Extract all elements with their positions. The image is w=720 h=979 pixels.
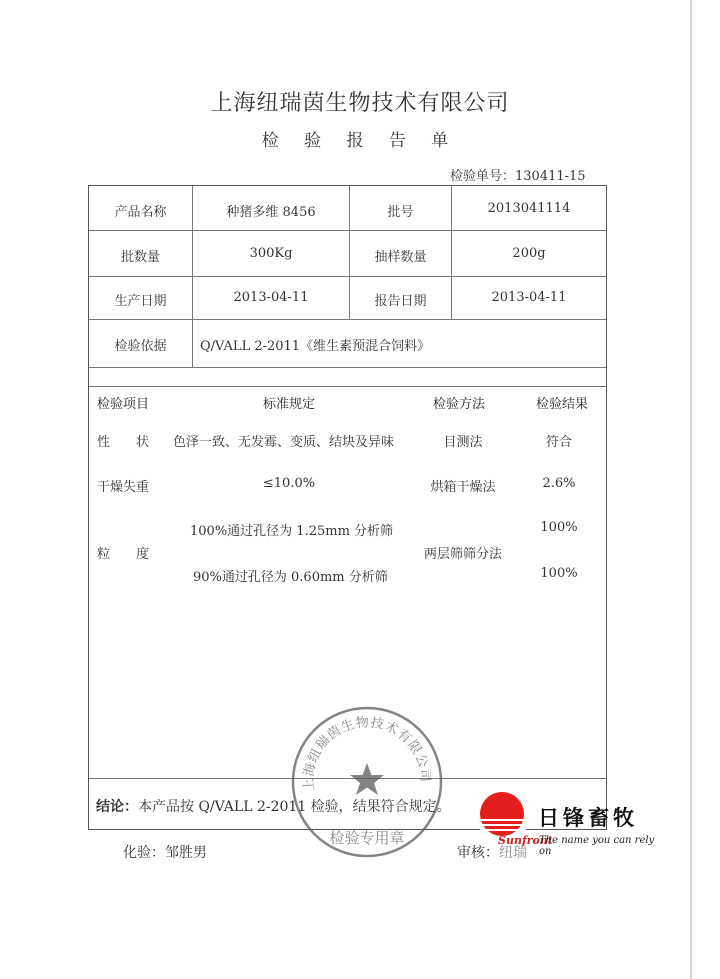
result-standard: 100%通过孔径为 1.25mm 分析筛: [190, 524, 394, 539]
batch-no-label: 批号: [387, 205, 414, 220]
report-number-value: 130411-15: [515, 169, 586, 184]
report-date-value: 2013-04-11: [491, 290, 567, 305]
seal-star-icon: [350, 763, 384, 795]
product-name-value: 种猪多维 8456: [226, 205, 316, 220]
result-method: 两层筛筛分法: [423, 547, 502, 562]
conclusion-label: 结论：: [96, 799, 138, 815]
batch-qty-value: 300Kg: [249, 246, 293, 261]
production-date-label: 生产日期: [114, 294, 167, 309]
logo-name: 日锋畜牧: [538, 806, 638, 830]
batch-no-value: 2013041114: [487, 201, 571, 216]
batch-qty-label: 批数量: [120, 250, 160, 265]
col-header-result: 检验结果: [535, 397, 588, 412]
row-divider: [89, 367, 606, 368]
report-number: [450, 165, 586, 184]
company-name: 上海纽瑞茵生物技术有限公司: [210, 91, 510, 116]
result-value: 100%: [540, 566, 578, 581]
reviewer-name: 纽瑞: [499, 845, 527, 861]
seal-center-text: 检验专用章: [329, 829, 405, 847]
col-header-standard: 标准规定: [262, 397, 315, 412]
row-divider: [89, 230, 606, 231]
result-item: 性 状: [97, 435, 150, 450]
result-standard: ≤10.0%: [262, 476, 316, 491]
result-item: 粒 度: [97, 547, 150, 562]
result-value: 符合: [545, 435, 572, 450]
reviewer-label: 审核：: [457, 845, 499, 861]
result-value: 2.6%: [542, 476, 576, 491]
report-title: 检 验 报 告 单: [261, 131, 459, 151]
col-header-item: 检验项目: [97, 397, 150, 412]
basis-value: Q/VALL 2-2011《维生素预混合饲料》: [200, 339, 431, 354]
seal-ring-text: 上海纽瑞茵生物技术有限公司: [301, 715, 433, 792]
row-divider: [89, 276, 606, 277]
tester-name: 邹胜男: [165, 845, 207, 861]
row-divider: [89, 386, 606, 387]
basis-label: 检验依据: [114, 339, 167, 354]
production-date-value: 2013-04-11: [233, 290, 309, 305]
result-value: 100%: [540, 520, 578, 535]
sample-qty-value: 200g: [512, 246, 546, 261]
inspection-seal: [290, 705, 444, 859]
report-date-label: 报告日期: [374, 294, 427, 309]
result-item: 干燥失重: [97, 480, 150, 495]
tester-label: 化验：: [123, 845, 165, 861]
reviewer-signature: [457, 842, 527, 862]
result-standard: 90%通过孔径为 0.60mm 分析筛: [193, 570, 388, 585]
conclusion-text: 本产品按 Q/VALL 2-2011 检验，结果符合规定。: [138, 799, 451, 815]
logo-brand: Sunfront: [498, 834, 553, 847]
result-standard: 色泽一致、无发霉、变质、结块及异味: [173, 435, 395, 450]
logo-slogan: The name you can rely on: [539, 835, 655, 857]
product-name-label: 产品名称: [114, 205, 167, 220]
result-method: 目测法: [443, 435, 483, 450]
sample-qty-label: 抽样数量: [374, 250, 427, 265]
row-divider: [89, 319, 606, 320]
col-header-method: 检验方法: [432, 397, 485, 412]
tester-signature: [123, 842, 207, 862]
result-method: 烘箱干燥法: [430, 480, 496, 495]
report-number-label: 检验单号：: [450, 169, 516, 184]
